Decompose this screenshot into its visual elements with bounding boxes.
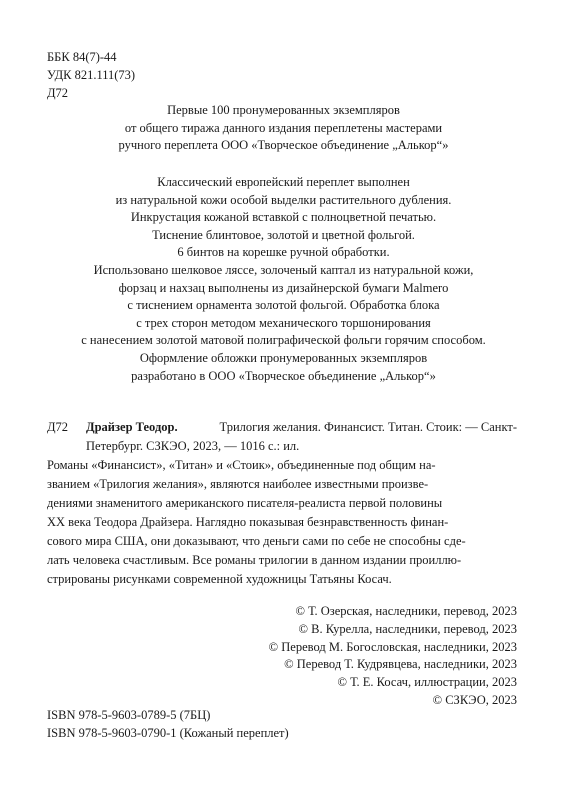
author-sign: Д72 — [47, 86, 69, 100]
binding-line: 6 бинтов на корешке ручной обработки. — [177, 245, 390, 260]
copyright-line: © Перевод М. Богословская, наследники, 2023 — [268, 639, 517, 654]
binding-line: Инкрустация кожаной вставкой с полноцветной печатью. — [130, 210, 437, 225]
publication-info: Петербург. СЗКЭО, 2023, — 1016 с.: ил. — [86, 439, 300, 453]
bbk-code: ББК 84(7)-44 — [47, 50, 117, 64]
annotation-line: XX века Теодора Драйзера. Наглядно показывая безнравственность финан- — [47, 515, 449, 529]
classification-codes — [47, 48, 135, 102]
copyright-line: © Перевод Т. Кудрявцева, наследники, 2023 — [284, 657, 517, 672]
book-title: Трилогия желания. Финансист. Титан. Стоик: — Санкт- — [219, 420, 517, 434]
author-name: Драйзер Теодор. — [86, 420, 178, 434]
annotation-line: дениями знаменитого американского писателя-реалиста первой половины — [47, 496, 443, 510]
annotation-line: Романы «Финансист», «Титан» и «Стоик», объединенные под общим на- — [47, 458, 436, 472]
catalog-entry-code: Д72 — [47, 420, 69, 434]
isbn-block — [47, 706, 289, 742]
binding-line: из натуральной кожи особой выделки растительного дубления. — [115, 192, 452, 207]
binding-line: с тиснением орнамента золотой фольгой. Обработка блока — [127, 298, 440, 313]
edition-note-line: от общего тиража данного издания переплетены мастерами — [124, 120, 443, 135]
binding-line: с нанесением золотой матовой полиграфической фольги горячим способом. — [81, 333, 486, 348]
annotation-line: стрированы рисунками современной художницы Татьяны Косач. — [47, 572, 392, 586]
binding-description — [40, 174, 527, 385]
binding-line: Оформление обложки пронумерованных экземпляров — [139, 350, 428, 365]
isbn-line: ISBN 978-5-9603-0789-5 (7БЦ) — [47, 708, 211, 722]
copyright-line: © Т. Озерская, наследники, перевод, 2023 — [295, 604, 517, 618]
edition-note-line: Первые 100 пронумерованных экземпляров — [167, 103, 400, 117]
copyright-line: © Т. Е. Косач, иллюстрации, 2023 — [337, 675, 517, 690]
edition-note — [40, 102, 527, 155]
binding-line: Классический европейский переплет выполнен — [157, 175, 410, 189]
annotation — [47, 456, 517, 589]
copyright-line: © В. Курелла, наследники, перевод, 2023 — [298, 621, 517, 636]
binding-line: форзац и нахзац выполнены из дизайнерской бумаги Malmero — [118, 280, 449, 295]
binding-line: разработано в ООО «Творческое объединение „Алькор“» — [131, 368, 436, 383]
copyright-line: © СЗКЭО, 2023 — [432, 692, 517, 707]
annotation-line: сового мира США, они доказывают, что деньги сами по себе не способны сде- — [47, 534, 466, 548]
isbn-line: ISBN 978-5-9603-0790-1 (Кожаный переплет) — [47, 726, 289, 740]
annotation-line: званием «Трилогия желания», являются наиболее известными произве- — [47, 477, 429, 491]
binding-line: Тиснение блинтовое, золотой и цветной фольгой. — [152, 227, 415, 242]
binding-line: Использовано шелковое ляссе, золоченый каптал из натуральной кожи, — [93, 262, 474, 277]
udk-code: УДК 821.111(73) — [47, 68, 136, 82]
annotation-line: лать человека счастливым. Все романы трилогии в данном издании проиллю- — [47, 553, 462, 567]
binding-line: с трех сторон методом механического торшонирования — [136, 315, 431, 330]
catalog-entry-line — [86, 418, 517, 437]
catalog-entry-body — [86, 418, 517, 456]
edition-note-line: ручного переплета ООО «Творческое объединение „Алькор“» — [118, 138, 449, 153]
copyright-notices — [269, 603, 517, 710]
